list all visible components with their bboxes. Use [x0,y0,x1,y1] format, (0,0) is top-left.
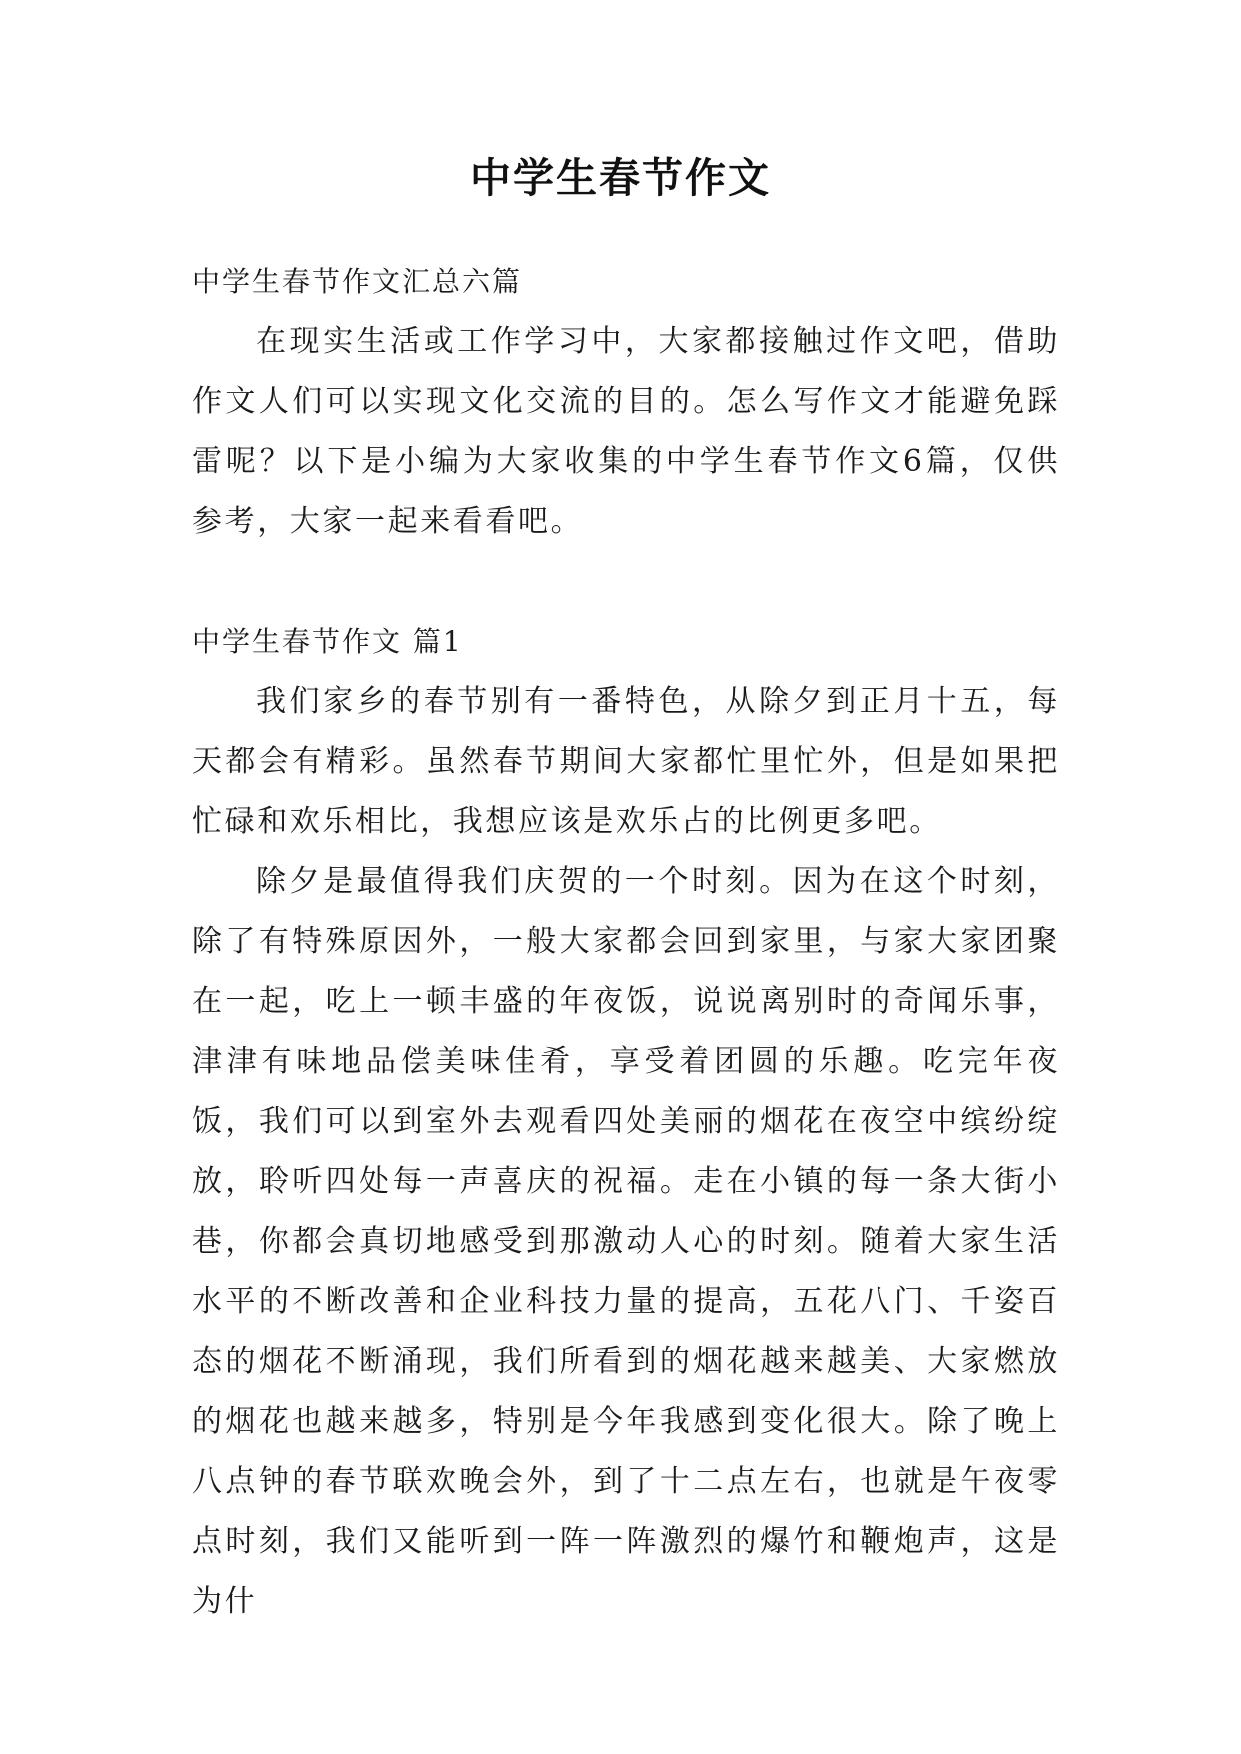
section-spacer [192,552,1060,612]
intro-paragraph: 在现实生活或工作学习中，大家都接触过作文吧，借助作文人们可以实现文化交流的目的。怎么写作文才能避免踩雷呢？以下是小编为大家收集的中学生春节作文6篇，仅供参考，大家一起来看看吧。 [192,324,1060,539]
document-subtitle: 中学生春节作文汇总六篇 [192,265,523,298]
document-body [192,252,1060,1632]
document-title: 中学生春节作文 [470,154,771,202]
section-paragraph: 我们家乡的春节别有一番特色，从除夕到正月十五，每天都会有精彩。虽然春节期间大家都忙里忙外，但是如果把忙碌和欢乐相比，我想应该是欢乐占的比例更多吧。 [192,684,1060,839]
section-paragraph: 除夕是最值得我们庆贺的一个时刻。因为在这个时刻，除了有特殊原因外，一般大家都会回到家里，与家大家团聚在一起，吃上一顿丰盛的年夜饭，说说离别时的奇闻乐事，津津有味地品偿美味佳肴，享受着团圆的乐趣。吃完年夜饭，我们可以到室外去观看四处美丽的烟花在夜空中缤纷绽放，聆听四处每一声喜庆的祝福。走在小镇的每一条大街小巷，你都会真切地感受到那激动人心的时刻。随着大家生活水平的不断改善和企业科技力量的提高，五花八门、千姿百态的烟花不断涌现，我们所看到的烟花越来越美、大家燃放的烟花也越来越多，特别是今年我感到变化很大。除了晚上八点钟的春节联欢晚会外，到了十二点左右，也就是午夜零点时刻，我们又能听到一阵一阵激烈的爆竹和鞭炮声，这是为什 [192,864,1060,1619]
section-heading: 中学生春节作文 篇1 [192,625,463,658]
